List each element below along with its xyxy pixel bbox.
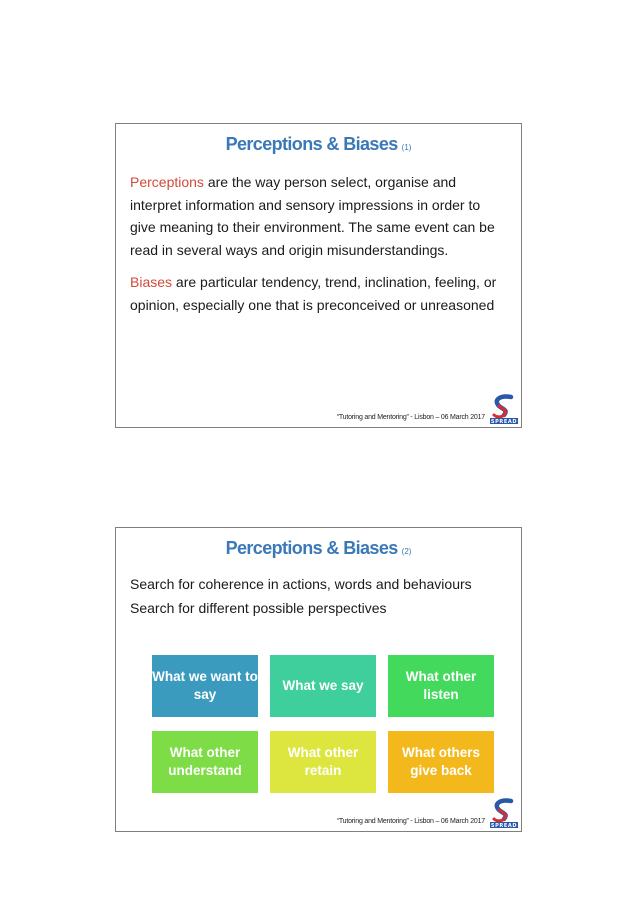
biases-term: Biases bbox=[130, 274, 173, 290]
perceptions-paragraph bbox=[130, 171, 509, 261]
slide-title: Perceptions & Biases (2) bbox=[225, 538, 412, 558]
slide-footer: “Tutoring and Mentoring” - Lisbon – 06 March 2017 bbox=[336, 818, 485, 825]
box-what-other-listen: What other listen bbox=[388, 655, 494, 717]
slide-number: (2) bbox=[401, 547, 412, 556]
slide-perceptions-biases-1 bbox=[115, 123, 522, 428]
spread-logo-icon bbox=[490, 394, 518, 424]
slide-body bbox=[130, 574, 509, 622]
box-what-other-retain: What other retain bbox=[270, 731, 376, 793]
box-what-others-give-back: What others give back bbox=[388, 731, 494, 793]
bullet-coherence: Search for coherence in actions, words and behaviours bbox=[130, 576, 472, 592]
slide-body bbox=[130, 171, 509, 316]
bullet-perspectives: Search for different possible perspectives bbox=[130, 600, 387, 616]
communication-boxes-grid bbox=[152, 655, 483, 795]
box-what-we-want-to-say: What we want to say bbox=[152, 655, 258, 717]
biases-paragraph bbox=[130, 271, 509, 316]
biases-definition: are particular tendency, trend, inclination, feeling, or opinion, especially one that is preconceived or unreasoned bbox=[130, 274, 497, 313]
box-what-we-say: What we say bbox=[270, 655, 376, 717]
slide-number: (1) bbox=[401, 143, 412, 152]
slide-perceptions-biases-2 bbox=[115, 527, 522, 832]
box-what-other-understand: What other understand bbox=[152, 731, 258, 793]
svg-text:SPREAD: SPREAD bbox=[490, 419, 518, 424]
perceptions-term: Perceptions bbox=[130, 174, 204, 190]
svg-text:SPREAD: SPREAD bbox=[490, 823, 518, 828]
slide-title: Perceptions & Biases (1) bbox=[225, 134, 412, 154]
spread-logo-icon bbox=[490, 798, 518, 828]
perceptions-definition: are the way person select, organise and interpret information and sensory impressions in order to give meaning to their environment. The same event can be read in several ways and origin misunderstandings. bbox=[130, 174, 495, 258]
slide-footer: “Tutoring and Mentoring” - Lisbon – 06 March 2017 bbox=[336, 414, 485, 421]
